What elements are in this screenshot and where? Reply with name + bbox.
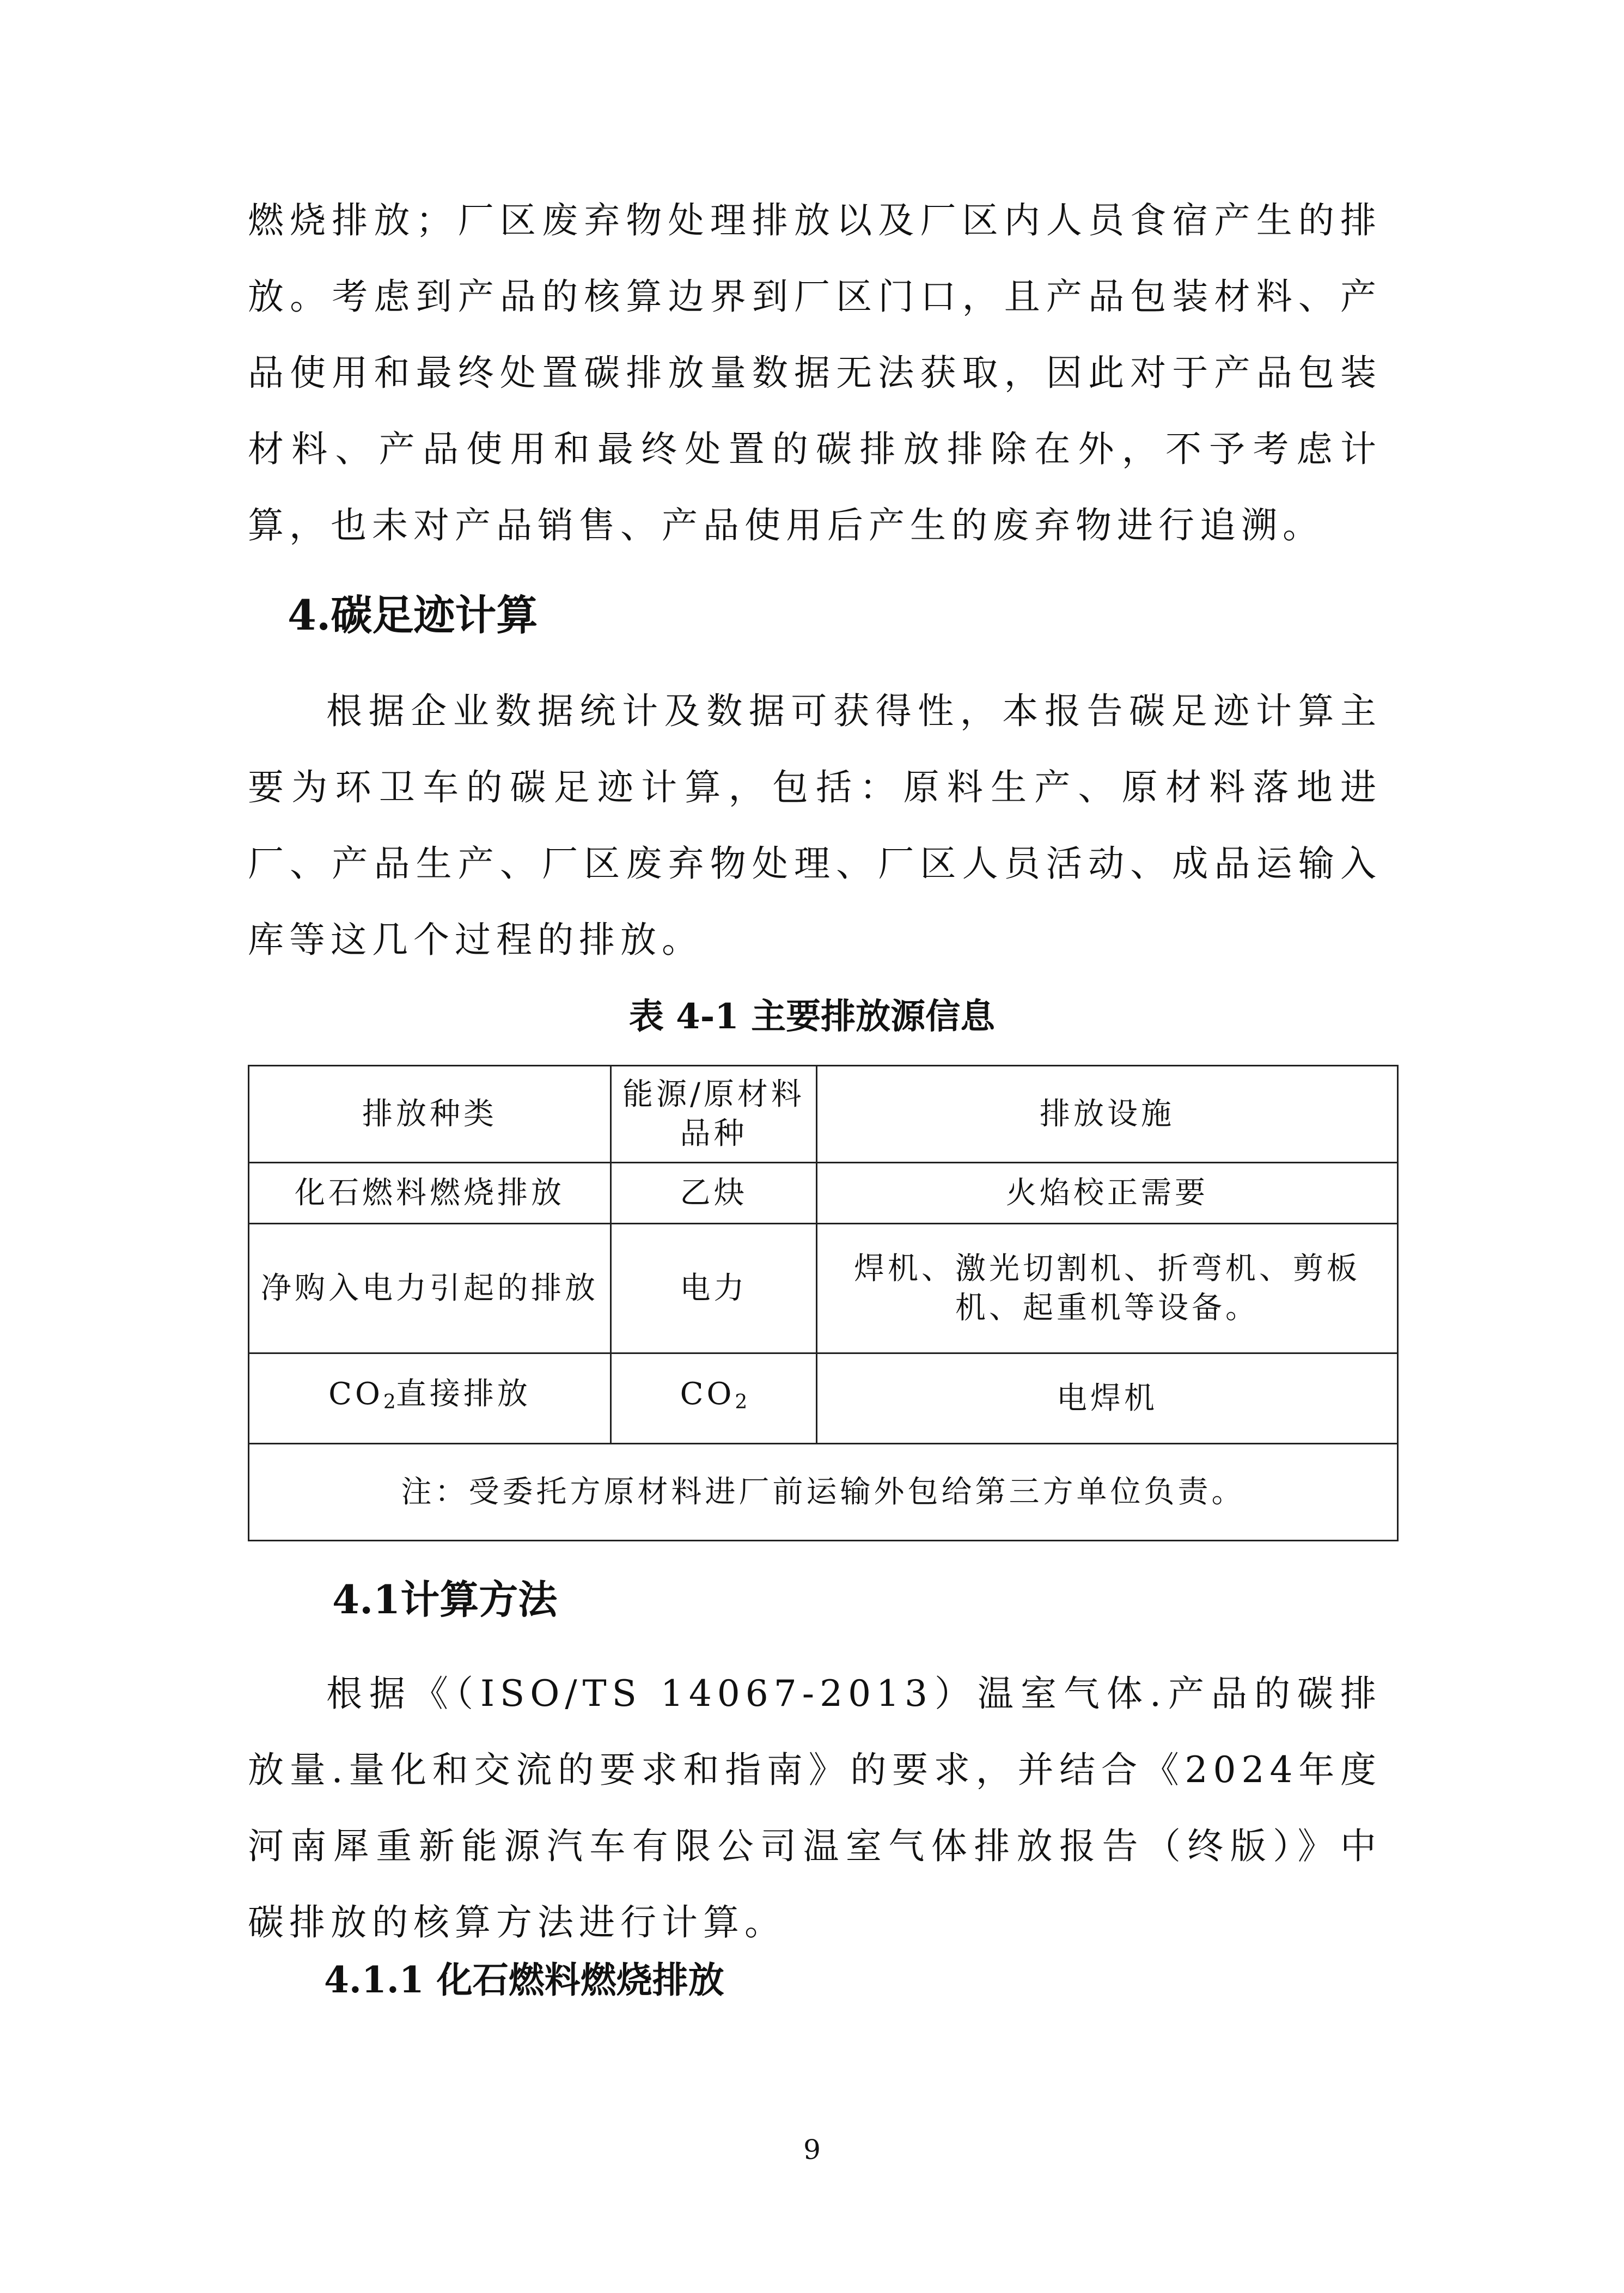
table-row [249, 1353, 1398, 1444]
header-energy-material: 能源/原材料品种 [611, 1066, 817, 1163]
table-note: 注：受委托方原材料进厂前运输外包给第三方单位负责。 [249, 1444, 1398, 1541]
cell-energy-material: 乙炔 [611, 1163, 817, 1224]
table-header-row [249, 1066, 1398, 1163]
page-number: 9 [803, 2134, 821, 2166]
co2-subscript: 2 [735, 1391, 748, 1413]
co2-subscript: 2 [383, 1391, 396, 1413]
cell-emission-facility: 火焰校正需要 [817, 1163, 1398, 1224]
cell-emission-facility: 焊机、激光切割机、折弯机、剪板机、起重机等设备。 [817, 1224, 1398, 1353]
section-4-paragraph: 根据企业数据统计及数据可获得性，本报告碳足迹计算主要为环卫车的碳足迹计算，包括：原料生产、原材料落地进厂、产品生产、厂区废弃物处理、厂区人员活动、成品运输入库等这几个过程的排放。 [248, 690, 1382, 961]
cell-emission-facility: 电焊机 [817, 1353, 1398, 1444]
header-emission-facility: 排放设施 [817, 1066, 1398, 1163]
cell-emission-type [249, 1353, 611, 1444]
section-4-heading: 4.碳足迹计算 [288, 591, 538, 639]
emission-source-table [248, 1065, 1399, 1541]
co2-base: CO [328, 1376, 383, 1412]
section-4-1-1-heading: 4.1.1 化石燃料燃烧排放 [324, 1959, 724, 2001]
table-note-row [249, 1444, 1398, 1541]
cell-energy-material [611, 1353, 817, 1444]
cell-emission-type: 净购入电力引起的排放 [249, 1224, 611, 1353]
table-row [249, 1163, 1398, 1224]
intro-paragraph: 燃烧排放；厂区废弃物处理排放以及厂区内人员食宿产生的排放。考虑到产品的核算边界到厂区门口，且产品包装材料、产品使用和最终处置碳排放量数据无法获取，因此对于产品包装材料、产品使用和最终处置的碳排放排除在外，不予考虑计算，也未对产品销售、产品使用后产生的废弃物进行追溯。 [248, 199, 1382, 546]
table-caption: 表 4-1 主要排放源信息 [628, 996, 996, 1037]
section-4-1-paragraph: 根据《（ISO/TS 14067-2013）温室气体.产品的碳排放量.量化和交流的要求和指南》的要求，并结合《2024年度河南犀重新能源汽车有限公司温室气体排放报告（终版）》中碳排放的核算方法进行计算。 [248, 1673, 1382, 1943]
table-row [249, 1224, 1398, 1353]
cell-emission-type: 化石燃料燃烧排放 [249, 1163, 611, 1224]
cell-energy-material: 电力 [611, 1224, 817, 1353]
emission-type-text: 直接排放 [395, 1376, 531, 1412]
co2-base: CO [680, 1376, 735, 1412]
header-emission-type: 排放种类 [249, 1066, 611, 1163]
section-4-1-heading: 4.1计算方法 [332, 1576, 558, 1623]
